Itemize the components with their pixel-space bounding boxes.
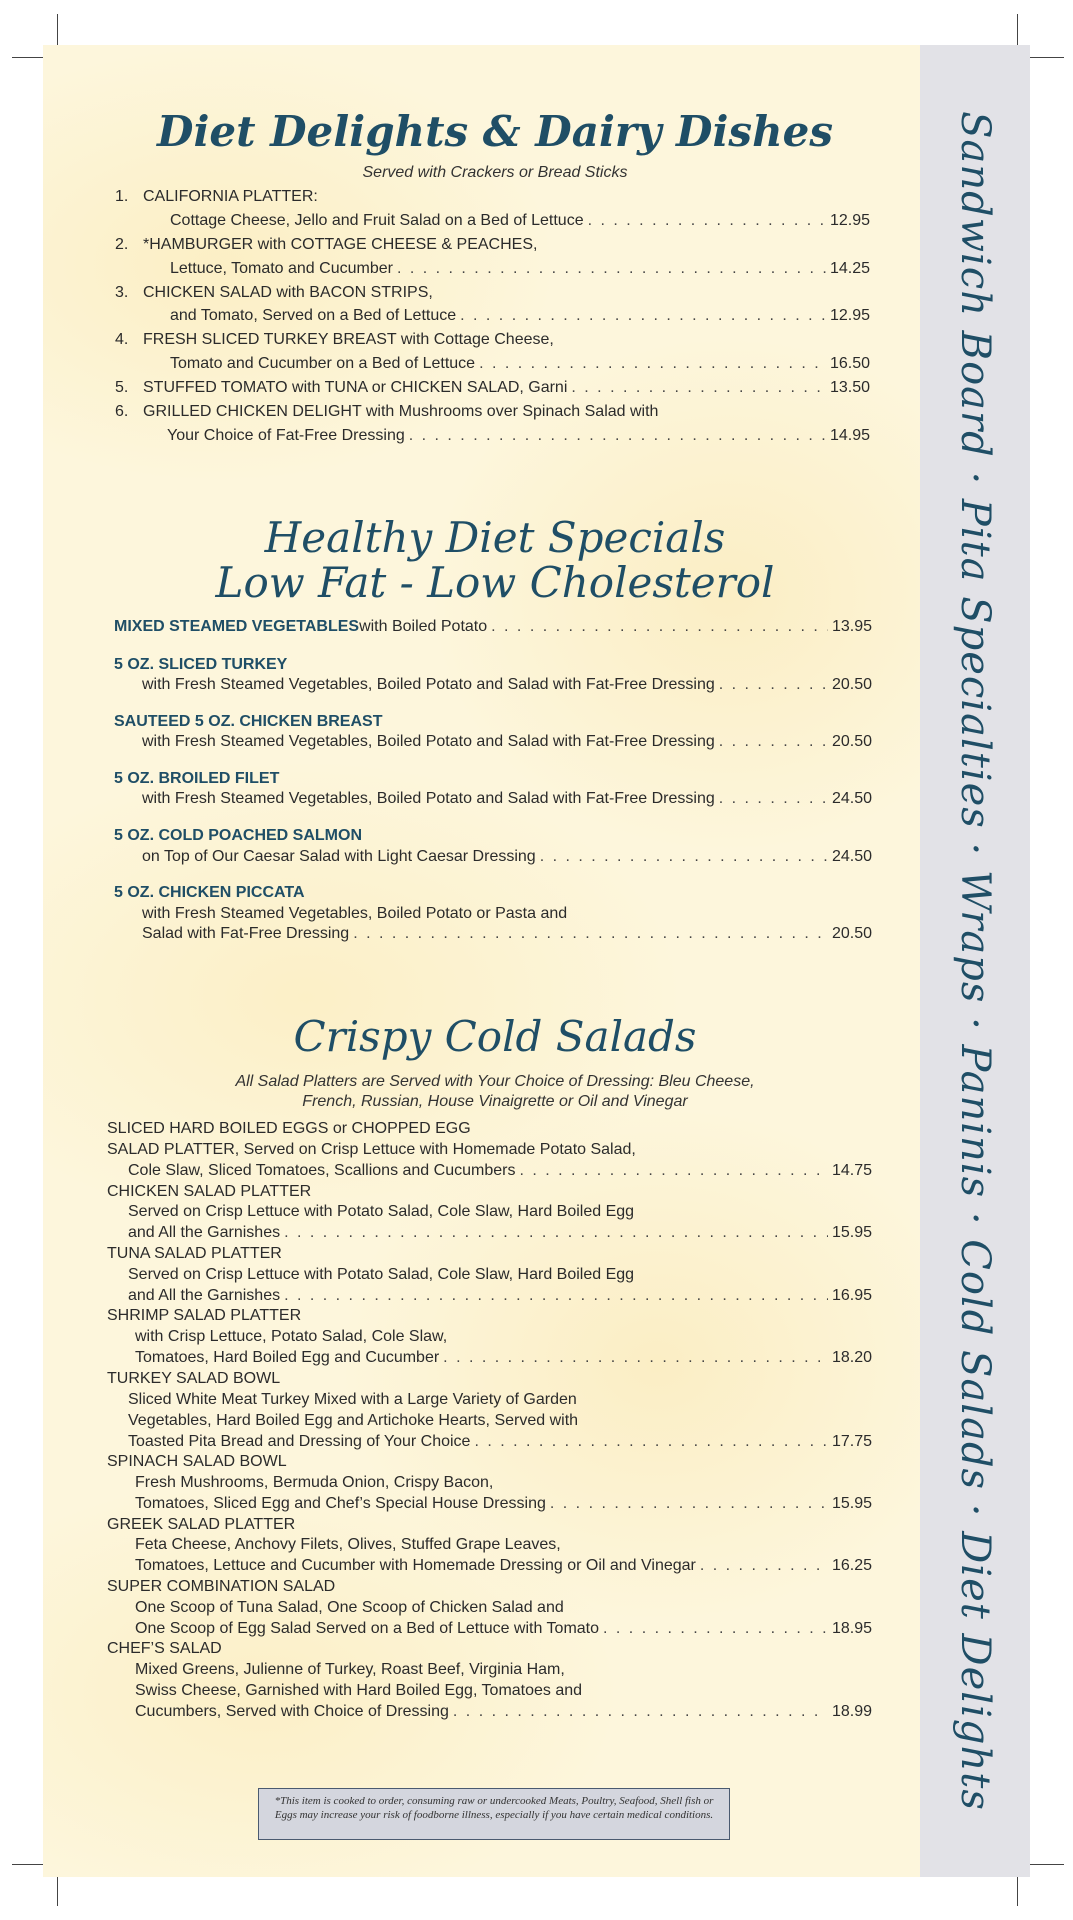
- menu-item-name: 5 OZ. COLD POACHED SALMON: [114, 827, 363, 844]
- menu-item-name: 5 OZ. BROILED FILET: [114, 770, 280, 787]
- menu-item-row: Tomato and Cucumber on a Bed of Lettuce . . . 16.50: [170, 354, 870, 374]
- menu-item-price: 15.95: [831, 1224, 872, 1241]
- salad-item-name: TUNA SALAD PLATTER: [107, 1245, 282, 1262]
- crop-mark: [1024, 57, 1064, 58]
- menu-item-price: 20.50: [831, 733, 872, 750]
- menu-item-row: Your Choice of Fat-Free Dressing . . . 14.95: [167, 426, 870, 446]
- menu-item-price: 12.95: [829, 212, 870, 229]
- salad-item-name: CHICKEN SALAD PLATTER: [107, 1183, 312, 1200]
- menu-item-name: 5 OZ. CHICKEN PICCATA: [114, 884, 305, 901]
- salad-item-desc: Vegetables, Hard Boiled Egg and Artichoke Hearts, Served with: [128, 1412, 579, 1429]
- menu-item-price: 15.95: [831, 1495, 872, 1512]
- menu-item-price: 24.50: [831, 790, 872, 807]
- salad-item-name: SPINACH SALAD BOWL: [107, 1453, 287, 1470]
- menu-item-name: MIXED STEAMED VEGETABLES: [114, 618, 360, 635]
- menu-item-row: and All the Garnishes . . . 15.95: [128, 1223, 872, 1243]
- menu-item-name: 3. CHICKEN SALAD with BACON STRIPS,: [115, 284, 433, 301]
- menu-item-name: SAUTEED 5 OZ. CHICKEN BREAST: [114, 713, 383, 730]
- menu-item-row: Salad with Fat-Free Dressing . . . 20.50: [142, 924, 872, 944]
- menu-item-price: 16.95: [831, 1287, 872, 1304]
- menu-item-row: Tomatoes, Lettuce and Cucumber with Homemade Dressing or Oil and Vinegar . . . 16.25: [135, 1556, 872, 1576]
- menu-item-price: 24.50: [831, 848, 872, 865]
- menu-item-row: on Top of Our Caesar Salad with Light Caesar Dressing . . . 24.50: [142, 847, 872, 867]
- menu-item-row: Toasted Pita Bread and Dressing of Your Choice . . . 17.75: [128, 1432, 872, 1452]
- menu-item-name: 2. *HAMBURGER with COTTAGE CHEESE & PEACHES,: [115, 236, 538, 253]
- menu-item-row: with Fresh Steamed Vegetables, Boiled Potato and Salad with Fat-Free Dressing . . . 20.50: [142, 675, 872, 695]
- menu-item-name: 5 OZ. SLICED TURKEY: [114, 656, 288, 673]
- menu-item-name: 4. FRESH SLICED TURKEY BREAST with Cottage Cheese,: [115, 331, 554, 348]
- menu-item-price: 18.99: [831, 1703, 872, 1720]
- menu-item-row: Tomatoes, Sliced Egg and Chef’s Special House Dressing . . . 15.95: [135, 1494, 872, 1514]
- disclaimer-text: *This item is cooked to order, consuming raw or undercooked Meats, Poultry, Seafood, Shell fish or Eggs may increase your risk of foodborne illness, especially if you have certain medical conditions.: [274, 1795, 714, 1821]
- menu-item-name: 1. CALIFORNIA PLATTER:: [115, 188, 318, 205]
- menu-item-price: 12.95: [829, 307, 870, 324]
- menu-item-row: with Fresh Steamed Vegetables, Boiled Potato and Salad with Fat-Free Dressing . . . 24.50: [142, 789, 872, 809]
- salad-item-name: SUPER COMBINATION SALAD: [107, 1578, 336, 1595]
- disclaimer-box: [258, 1788, 730, 1840]
- menu-item-row: MIXED STEAMED VEGETABLES with Boiled Potato . . . 13.95: [114, 617, 872, 637]
- menu-item-price: 14.25: [829, 260, 870, 277]
- section-title-diet-dairy: Diet Delights & Dairy Dishes: [157, 107, 833, 156]
- salad-item-desc: Feta Cheese, Anchovy Filets, Olives, Stuffed Grape Leaves,: [135, 1536, 561, 1553]
- salad-item-desc: One Scoop of Tuna Salad, One Scoop of Chicken Salad and: [135, 1599, 564, 1616]
- menu-item-desc: with Fresh Steamed Vegetables, Boiled Potato or Pasta and: [142, 905, 568, 922]
- menu-item-price: 16.50: [829, 355, 870, 372]
- menu-item-name: 6. GRILLED CHICKEN DELIGHT with Mushrooms over Spinach Salad with: [115, 403, 659, 420]
- salad-item-desc: with Crisp Lettuce, Potato Salad, Cole Slaw,: [135, 1328, 448, 1345]
- menu-item-row: Cole Slaw, Sliced Tomatoes, Scallions and Cucumbers . . . 14.75: [128, 1161, 872, 1181]
- section-title-healthy-line2: Low Fat - Low Cholesterol: [215, 558, 775, 607]
- menu-item-row: and Tomato, Served on a Bed of Lettuce . . . 12.95: [170, 306, 870, 326]
- salad-item-name: SHRIMP SALAD PLATTER: [107, 1307, 302, 1324]
- side-band-text: Sandwich Board · Pita Specialties · Wraps · Paninis · Cold Salads · Diet Delights: [952, 111, 998, 1811]
- menu-item-price: 16.25: [831, 1557, 872, 1574]
- salad-item-name: SLICED HARD BOILED EGGS or CHOPPED EGG: [107, 1120, 471, 1137]
- menu-item-row: and All the Garnishes . . . 16.95: [128, 1286, 872, 1306]
- crop-mark: [1024, 1864, 1064, 1865]
- section-title-salads: Crispy Cold Salads: [293, 1012, 697, 1061]
- menu-item-row: with Fresh Steamed Vegetables, Boiled Potato and Salad with Fat-Free Dressing . . . 20.50: [142, 732, 872, 752]
- menu-item-price: 18.20: [831, 1349, 872, 1366]
- menu-item-row: One Scoop of Egg Salad Served on a Bed of Lettuce with Tomato . . . 18.95: [135, 1619, 872, 1639]
- salad-item-name: TURKEY SALAD BOWL: [107, 1370, 281, 1387]
- menu-item-price: 14.95: [829, 427, 870, 444]
- menu-item-price: 17.75: [831, 1433, 872, 1450]
- menu-item-row: Lettuce, Tomato and Cucumber . . . 14.25: [170, 259, 870, 279]
- salad-item-desc: SALAD PLATTER, Served on Crisp Lettuce with Homemade Potato Salad,: [107, 1141, 636, 1158]
- menu-item-row: 5. STUFFED TOMATO with TUNA or CHICKEN SALAD, Garni . . . 13.50: [115, 378, 870, 398]
- salad-item-name: GREEK SALAD PLATTER: [107, 1516, 296, 1533]
- salad-item-desc: Swiss Cheese, Garnished with Hard Boiled Egg, Tomatoes and: [135, 1682, 583, 1699]
- section-subtitle-salads-line2: French, Russian, House Vinaigrette or Oil and Vinegar: [302, 1093, 688, 1110]
- section-subtitle-salads-line1: All Salad Platters are Served with Your Choice of Dressing: Bleu Cheese,: [235, 1073, 755, 1090]
- salad-item-desc: Served on Crisp Lettuce with Potato Salad, Cole Slaw, Hard Boiled Egg: [128, 1266, 635, 1283]
- section-title-healthy-line1: Healthy Diet Specials: [264, 513, 726, 562]
- menu-item-row: Tomatoes, Hard Boiled Egg and Cucumber . . . 18.20: [135, 1348, 872, 1368]
- menu-item-row: Cottage Cheese, Jello and Fruit Salad on a Bed of Lettuce . . . 12.95: [170, 211, 870, 231]
- salad-item-desc: Served on Crisp Lettuce with Potato Salad, Cole Slaw, Hard Boiled Egg: [128, 1203, 635, 1220]
- menu-item-row: Cucumbers, Served with Choice of Dressing . . . 18.99: [135, 1702, 872, 1722]
- salad-item-desc: Sliced White Meat Turkey Mixed with a Large Variety of Garden: [128, 1391, 577, 1408]
- section-subtitle-diet-dairy: Served with Crackers or Bread Sticks: [362, 164, 628, 181]
- salad-item-desc: Fresh Mushrooms, Bermuda Onion, Crispy Bacon,: [135, 1474, 494, 1491]
- menu-item-price: 14.75: [831, 1162, 872, 1179]
- menu-item-price: 13.50: [829, 379, 870, 396]
- salad-item-name: CHEF’S SALAD: [107, 1640, 222, 1657]
- salad-item-desc: Mixed Greens, Julienne of Turkey, Roast Beef, Virginia Ham,: [135, 1661, 565, 1678]
- menu-item-price: 13.95: [831, 618, 872, 635]
- menu-item-price: 18.95: [831, 1620, 872, 1637]
- menu-item-price: 20.50: [831, 676, 872, 693]
- menu-item-price: 20.50: [831, 925, 872, 942]
